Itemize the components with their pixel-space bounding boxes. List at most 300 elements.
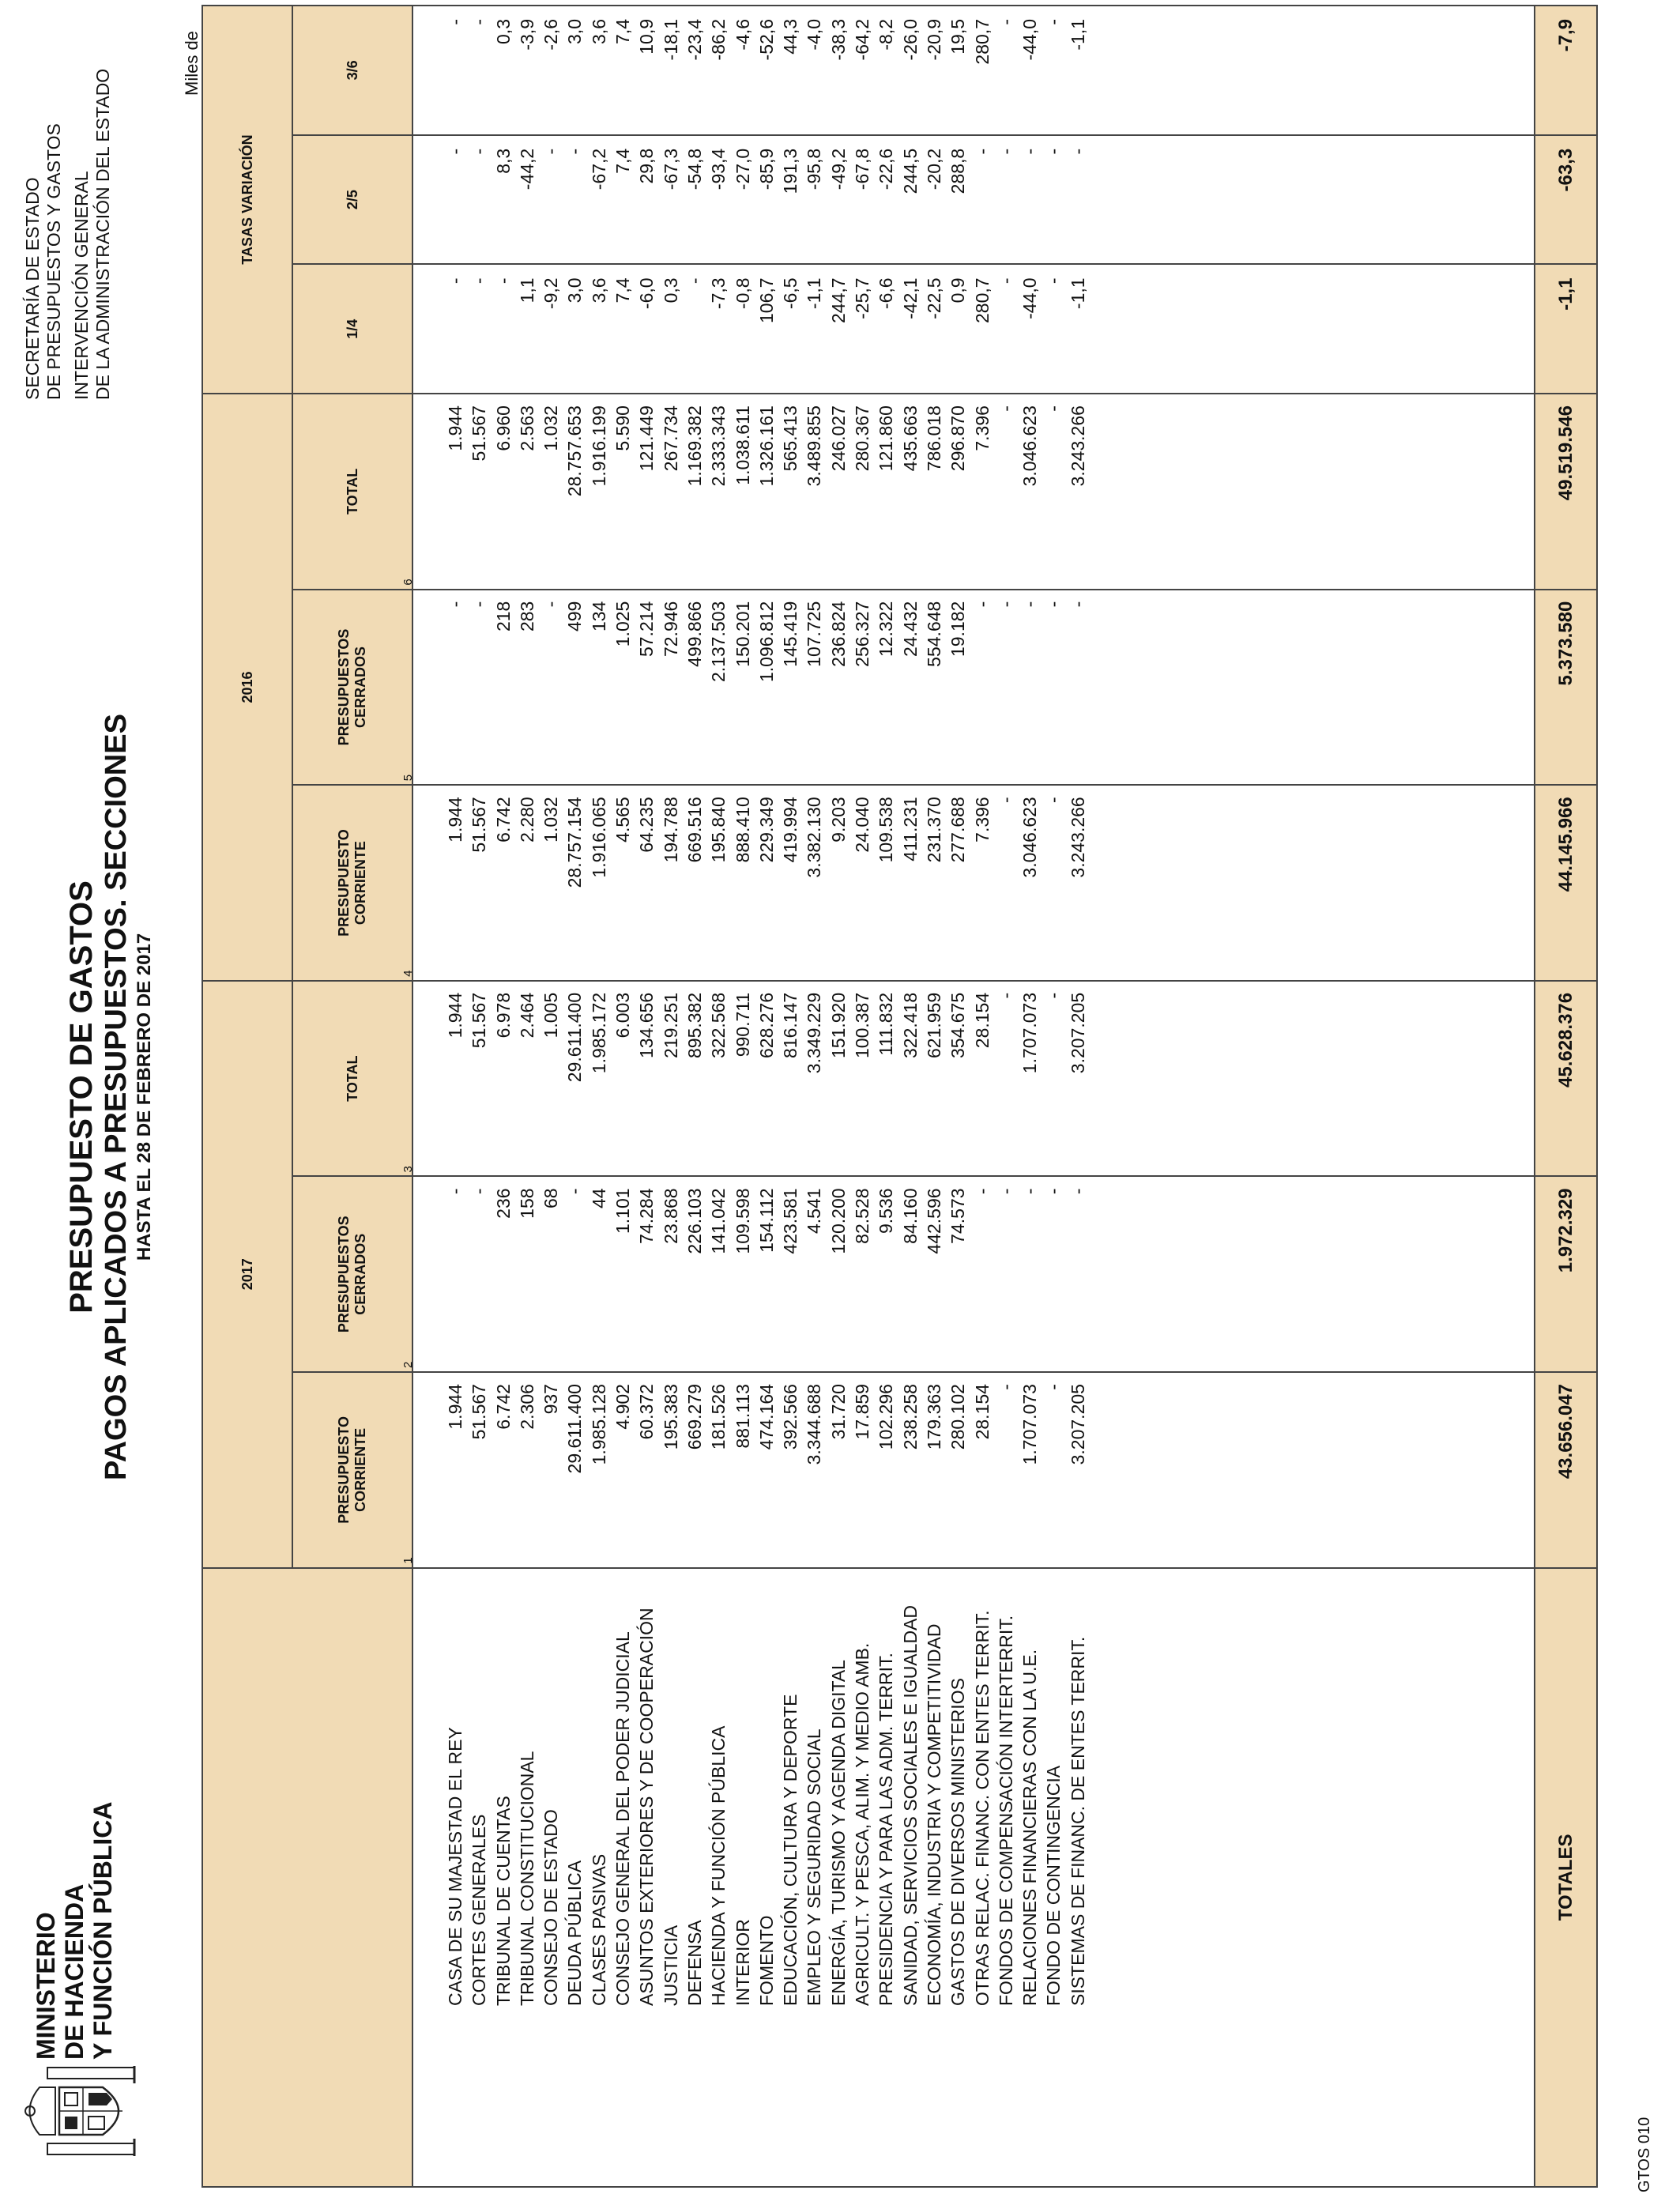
cell-value: 1.038.611 — [732, 405, 753, 485]
cell-value: 267.734 — [660, 405, 681, 472]
cell-value: 24.040 — [852, 797, 873, 853]
total-value: 5.373.580 — [1535, 590, 1597, 786]
secretaria-line: DE LA ADMINISTRACIÓN DEL ESTADO — [92, 68, 113, 400]
cell-rate: -67,8 — [852, 148, 873, 190]
total-value: 1.972.329 — [1535, 1176, 1597, 1372]
cell-value: 411.231 — [899, 797, 921, 861]
cell-value: 1.944 — [445, 405, 465, 451]
cell-value: - — [995, 1188, 1016, 1195]
cell-value: - — [1043, 1384, 1064, 1390]
cell-value: 6.960 — [492, 405, 514, 451]
cell-value: 937 — [541, 1384, 562, 1415]
cell-value: - — [971, 1188, 993, 1195]
cell-rate: -20,2 — [923, 148, 944, 190]
cell-value: 786.018 — [923, 405, 944, 472]
cell-value: 2.280 — [516, 797, 537, 843]
cell-value: 238.258 — [899, 1384, 921, 1450]
cell-value: 17.859 — [852, 1384, 873, 1440]
cell-value: 881.113 — [732, 1384, 753, 1449]
cell-value: 7.396 — [971, 405, 993, 451]
cell-value: 895.382 — [684, 992, 705, 1058]
cell-value: 669.279 — [684, 1384, 705, 1450]
cell-value: 2.333.343 — [708, 405, 729, 487]
cell-rate: 7,4 — [612, 277, 634, 303]
cell-rate: -6,0 — [636, 277, 657, 310]
cell-value: 499 — [564, 601, 586, 632]
cell-value: 3.243.266 — [1067, 797, 1088, 878]
cell-value: 2.306 — [516, 1384, 537, 1430]
cell-value: 236 — [492, 1188, 514, 1219]
cell-value: 28.154 — [971, 1384, 993, 1440]
cell-value: 1.944 — [445, 797, 465, 843]
total-value: 44.145.966 — [1535, 785, 1597, 981]
cell-value: - — [1067, 601, 1088, 608]
cell-rate: -42,1 — [899, 277, 921, 319]
cell-value: 51.567 — [469, 797, 490, 853]
cell-value: 1.169.382 — [684, 405, 705, 487]
total-rate: -63,3 — [1535, 135, 1597, 265]
values-column — [412, 981, 1535, 1177]
cell-value: - — [995, 601, 1016, 608]
col-header-label: TOTAL — [344, 1055, 360, 1102]
cell-value: 229.349 — [755, 797, 777, 863]
secretaria-block — [22, 69, 114, 400]
cell-rate: -25,7 — [852, 277, 873, 319]
cell-value: 1.101 — [612, 1188, 634, 1235]
cell-value: 256.327 — [852, 601, 873, 667]
cell-value: 51.567 — [469, 1384, 490, 1440]
rates-column — [412, 6, 1535, 135]
section-name: AGRICULT. Y PESCA, ALIM. Y MEDIO AMB. — [852, 1642, 873, 2006]
col-index: 2 — [401, 1361, 415, 1369]
cell-rate: - — [1067, 148, 1088, 155]
cell-value: 23.868 — [660, 1188, 681, 1244]
cell-value: 1.005 — [541, 992, 562, 1039]
rates-column — [412, 135, 1535, 265]
cell-value: 1.707.073 — [1019, 1384, 1041, 1465]
cell-rate: -4,0 — [804, 19, 825, 51]
col-index: 6 — [401, 579, 415, 586]
page-title: PRESUPUESTO DE GASTOS — [64, 880, 99, 1314]
cell-rate: 7,4 — [612, 19, 634, 44]
cell-rate: - — [564, 148, 586, 155]
cell-value: 145.419 — [780, 601, 801, 667]
cell-rate: 106,7 — [755, 277, 777, 323]
cell-value: 6.742 — [492, 1384, 514, 1430]
cell-rate: - — [995, 277, 1016, 285]
section-names-column — [412, 1568, 1535, 2187]
cell-value: 57.214 — [636, 601, 657, 658]
cell-value: - — [1043, 1188, 1064, 1195]
cell-value: 246.027 — [827, 405, 849, 472]
cell-value: 1.916.065 — [588, 797, 609, 878]
cell-value: 1.985.128 — [588, 1384, 609, 1465]
cell-rate: 3,0 — [564, 19, 586, 44]
cell-value: 322.568 — [708, 992, 729, 1058]
col-header-label: PRESUPUESTOS CERRADOS — [336, 628, 368, 746]
cell-value: 4.541 — [804, 1188, 825, 1235]
cell-value: 121.860 — [876, 405, 897, 472]
col-header-label: PRESUPUESTO CORRIENTE — [336, 1416, 368, 1524]
cell-value: 60.372 — [636, 1384, 657, 1440]
cell-value: 435.663 — [899, 405, 921, 472]
cell-rate: - — [1043, 19, 1064, 25]
total-value: 43.656.047 — [1535, 1372, 1597, 1568]
cell-value: 219.251 — [660, 992, 681, 1058]
cell-value: 419.994 — [780, 797, 801, 863]
cell-rate: -6,5 — [780, 277, 801, 310]
cell-value: 280.367 — [852, 405, 873, 472]
cell-value: 7.396 — [971, 797, 993, 843]
group-rates-header: TASAS VARIACIÓN — [202, 6, 292, 394]
section-name: CLASES PASIVAS — [588, 1853, 609, 2006]
section-name: TRIBUNAL DE CUENTAS — [492, 1796, 514, 2006]
cell-value: - — [1019, 601, 1041, 608]
cell-value: 669.516 — [684, 797, 705, 863]
cell-value: 1.985.172 — [588, 992, 609, 1074]
cell-rate: -67,2 — [588, 148, 609, 190]
cell-value: 111.832 — [876, 992, 897, 1056]
cell-value: 158 — [516, 1188, 537, 1219]
cell-value: 474.164 — [755, 1384, 777, 1450]
cell-value: 392.566 — [780, 1384, 801, 1450]
cell-value: 107.725 — [804, 601, 825, 667]
cell-value: 888.410 — [732, 797, 753, 863]
ministry-line: DE HACIENDA — [60, 1883, 89, 2060]
cell-rate: -38,3 — [827, 19, 849, 61]
cell-rate: -44,0 — [1019, 19, 1041, 61]
cell-rate: - — [995, 19, 1016, 25]
cell-value: 134.656 — [636, 992, 657, 1058]
cell-rate: -95,8 — [804, 148, 825, 190]
cell-rate: - — [1043, 277, 1064, 285]
footer-code: GTOS 010 — [1636, 2117, 1653, 2192]
cell-value: 499.866 — [684, 601, 705, 667]
cell-value: 6.742 — [492, 797, 514, 843]
cell-rate: -85,9 — [755, 148, 777, 190]
cell-rate: - — [469, 148, 490, 155]
cell-rate: -2,6 — [541, 19, 562, 51]
cell-rate: -52,6 — [755, 19, 777, 61]
secretaria-line: SECRETARÍA DE ESTADO — [22, 177, 43, 400]
cell-rate: -0,8 — [732, 277, 753, 310]
section-name: JUSTICIA — [660, 1924, 681, 2006]
cell-value: 74.573 — [947, 1188, 969, 1244]
cell-rate: 8,3 — [492, 148, 514, 174]
cell-value: 1.032 — [541, 405, 562, 451]
section-name: FONDO DE CONTINGENCIA — [1043, 1765, 1064, 2006]
cell-value: 6.978 — [492, 992, 514, 1039]
cell-value: 442.596 — [923, 1188, 944, 1254]
cell-value: 12.322 — [876, 601, 897, 658]
cell-rate: 3,6 — [588, 277, 609, 303]
cell-rate: 288,8 — [947, 148, 969, 194]
expenditure-table — [202, 5, 1598, 2188]
page-subtitle: PAGOS APLICADOS A PRESUPUESTOS. SECCIONES — [100, 714, 133, 1480]
cell-value: - — [995, 797, 1016, 803]
cell-value: 4.902 — [612, 1384, 634, 1430]
cell-rate: -8,2 — [876, 19, 897, 51]
cell-value: 29.611.400 — [564, 1384, 586, 1474]
cell-value: 1.916.199 — [588, 405, 609, 487]
col-header-label: TOTAL — [344, 468, 360, 515]
cell-rate: -20,9 — [923, 19, 944, 61]
cell-rate: 280,7 — [971, 19, 993, 65]
cell-value: 109.598 — [732, 1188, 753, 1254]
cell-value: - — [469, 1188, 490, 1195]
cell-rate: - — [469, 19, 490, 25]
cell-rate: -3,9 — [516, 19, 537, 51]
section-name: CONSEJO GENERAL DEL PODER JUDICIAL — [612, 1631, 634, 2006]
cell-value: 28.757.653 — [564, 405, 586, 497]
cell-value: 354.675 — [947, 992, 969, 1058]
cell-value: 3.382.130 — [804, 797, 825, 878]
col-index: 1 — [401, 1557, 415, 1564]
cell-value: 3.344.688 — [804, 1384, 825, 1465]
col-index: 5 — [401, 774, 415, 782]
section-name: ENERGÍA, TURISMO Y AGENDA DIGITAL — [827, 1660, 849, 2006]
cell-value: 1.944 — [445, 992, 465, 1039]
section-name: PRESIDENCIA Y PARA LAS ADM. TERRIT. — [876, 1653, 897, 2006]
cell-value: 423.581 — [780, 1188, 801, 1254]
cell-rate: - — [684, 277, 705, 285]
section-name: TRIBUNAL CONSTITUCIONAL — [516, 1751, 537, 2006]
cell-value: 226.103 — [684, 1188, 705, 1254]
cell-value: 6.003 — [612, 992, 634, 1039]
cell-rate: -6,6 — [876, 277, 897, 310]
cell-value: - — [995, 405, 1016, 412]
cell-value: 990.711 — [732, 992, 753, 1057]
secretaria-line: INTERVENCIÓN GENERAL — [71, 171, 92, 400]
cell-rate: -9,2 — [541, 277, 562, 310]
cell-value: 195.840 — [708, 797, 729, 863]
section-name: INTERIOR — [732, 1919, 753, 2006]
cell-value: 3.349.229 — [804, 992, 825, 1074]
cell-rate: -22,6 — [876, 148, 897, 190]
cell-rate: 0,9 — [947, 277, 969, 303]
group-2017-header: 2017 — [202, 981, 292, 1568]
cell-value: 3.046.623 — [1019, 797, 1041, 878]
cell-value: 218 — [492, 601, 514, 632]
cell-rate: - — [995, 148, 1016, 155]
col-header-pres-corriente-2016 — [292, 785, 415, 981]
cell-rate: 0,3 — [492, 19, 514, 44]
cell-value: - — [1067, 1188, 1088, 1195]
section-name: GASTOS DE DIVERSOS MINISTERIOS — [947, 1678, 969, 2006]
cell-value: 2.137.503 — [708, 601, 729, 682]
cell-rate: -18,1 — [660, 19, 681, 61]
cell-rate: 3,0 — [564, 277, 586, 303]
col-index: 4 — [401, 970, 415, 977]
ministry-line: MINISTERIO — [32, 1912, 60, 2060]
cell-rate: 1,1 — [516, 277, 537, 303]
cell-value: 74.284 — [636, 1188, 657, 1244]
section-name: CORTES GENERALES — [469, 1814, 490, 2006]
cell-rate: 3,6 — [588, 19, 609, 44]
cell-value: 102.296 — [876, 1384, 897, 1450]
values-column — [412, 590, 1535, 786]
cell-rate: - — [1019, 148, 1041, 155]
col-header-rate-2-5: 2/5 — [292, 135, 412, 265]
cell-value: 3.489.855 — [804, 405, 825, 487]
total-value: 49.519.546 — [1535, 394, 1597, 590]
col-header-total-2016 — [292, 394, 415, 590]
section-name: OTRAS RELAC. FINANC. CON ENTES TERRIT. — [971, 1610, 993, 2006]
cell-value: - — [564, 1188, 586, 1195]
cell-value: 3.046.623 — [1019, 405, 1041, 487]
section-name: SANIDAD, SERVICIOS SOCIALES E IGUALDAD — [899, 1605, 921, 2006]
section-name: SISTEMAS DE FINANC. DE ENTES TERRIT. — [1067, 1636, 1088, 2006]
cell-value: 24.432 — [899, 601, 921, 658]
section-name: ECONOMÍA, INDUSTRIA Y COMPETITIVIDAD — [923, 1623, 944, 2006]
cell-value: 277.688 — [947, 797, 969, 863]
cell-value: 554.648 — [923, 601, 944, 667]
cell-value: - — [971, 601, 993, 608]
cell-rate: -67,3 — [660, 148, 681, 190]
cell-rate: 19,5 — [947, 19, 969, 55]
cell-value: - — [995, 992, 1016, 999]
cell-value: 29.611.400 — [564, 992, 586, 1083]
col-header-label: PRESUPUESTOS CERRADOS — [336, 1216, 368, 1333]
cell-value: - — [1019, 1188, 1041, 1195]
cell-rate: - — [469, 277, 490, 285]
cell-rate: - — [445, 277, 465, 285]
cell-rate: 191,3 — [780, 148, 801, 194]
cell-value: 31.720 — [827, 1384, 849, 1440]
cell-rate: - — [492, 277, 514, 285]
cell-value: 181.526 — [708, 1384, 729, 1450]
values-column — [412, 1372, 1535, 1568]
cell-value: 231.370 — [923, 797, 944, 863]
page-date: HASTA EL 28 DE FEBRERO DE 2017 — [134, 933, 155, 1261]
cell-value: 82.528 — [852, 1188, 873, 1244]
cell-value: 19.182 — [947, 601, 969, 658]
cell-value: 283 — [516, 601, 537, 632]
col-header-rate-1-4: 1/4 — [292, 264, 412, 394]
cell-value: 151.920 — [827, 992, 849, 1058]
values-column — [412, 785, 1535, 981]
cell-value: 9.203 — [827, 797, 849, 843]
col-header-rate-3-6: 3/6 — [292, 6, 412, 135]
cell-rate: -54,8 — [684, 148, 705, 190]
col-header-pres-cerrados-2016 — [292, 590, 415, 786]
cell-value: 179.363 — [923, 1384, 944, 1450]
cell-value: 194.788 — [660, 797, 681, 863]
cell-rate: - — [541, 148, 562, 155]
cell-value: 1.326.161 — [755, 405, 777, 487]
cell-rate: -44,0 — [1019, 277, 1041, 319]
values-column — [412, 1176, 1535, 1372]
col-index: 3 — [401, 1166, 415, 1173]
group-2016-header: 2016 — [202, 394, 292, 981]
cell-value: 84.160 — [899, 1188, 921, 1244]
cell-rate: 7,4 — [612, 148, 634, 174]
cell-value: 154.112 — [755, 1188, 777, 1253]
cell-value: 64.235 — [636, 797, 657, 853]
cell-value: 44 — [588, 1188, 609, 1209]
cell-value: 565.413 — [780, 405, 801, 472]
cell-value: 100.387 — [852, 992, 873, 1058]
cell-value: 9.536 — [876, 1188, 897, 1235]
cell-value: 628.276 — [755, 992, 777, 1058]
cell-value: 134 — [588, 601, 609, 632]
cell-rate: -86,2 — [708, 19, 729, 61]
cell-rate: -1,1 — [804, 277, 825, 310]
cell-value: 621.959 — [923, 992, 944, 1058]
cell-value: 3.243.266 — [1067, 405, 1088, 487]
cell-value: - — [1043, 405, 1064, 412]
cell-value: - — [445, 1188, 465, 1195]
cell-value: 4.565 — [612, 797, 634, 843]
ministry-line: Y FUNCIÓN PÚBLICA — [89, 1801, 117, 2060]
section-name: CASA DE SU MAJESTAD EL REY — [445, 1727, 465, 2006]
rates-column — [412, 264, 1535, 394]
section-name: RELACIONES FINANCIERAS CON LA U.E. — [1019, 1649, 1041, 2006]
cell-value: 236.824 — [827, 601, 849, 667]
secretaria-line: DE PRESUPUESTOS Y GASTOS — [43, 123, 64, 400]
col-header-label: PRESUPUESTO CORRIENTE — [336, 829, 368, 937]
cell-rate: -1,1 — [1067, 277, 1088, 310]
cell-value: 1.944 — [445, 1384, 465, 1430]
cell-value: - — [1043, 601, 1064, 608]
total-rate: -1,1 — [1535, 264, 1597, 394]
cell-rate: 244,5 — [899, 148, 921, 194]
cell-rate: -49,2 — [827, 148, 849, 190]
total-rate: -7,9 — [1535, 6, 1597, 135]
cell-rate: 10,9 — [636, 19, 657, 55]
cell-rate: -26,0 — [899, 19, 921, 61]
cell-value: - — [995, 1384, 1016, 1390]
cell-rate: 29,8 — [636, 148, 657, 184]
cell-rate: 280,7 — [971, 277, 993, 323]
cell-rate: -93,4 — [708, 148, 729, 190]
cell-value: - — [1043, 797, 1064, 803]
section-name: ASUNTOS EXTERIORES Y DE COOPERACIÓN — [636, 1608, 657, 2006]
cell-value: - — [445, 601, 465, 608]
section-name: DEUDA PÚBLICA — [564, 1860, 586, 2006]
cell-rate: -27,0 — [732, 148, 753, 190]
col-header-pres-corriente-2017 — [292, 1372, 415, 1568]
section-name: DEFENSA — [684, 1920, 705, 2006]
cell-rate: -4,6 — [732, 19, 753, 51]
cell-value: 296.870 — [947, 405, 969, 472]
cell-value: 1.032 — [541, 797, 562, 843]
cell-value: - — [469, 601, 490, 608]
section-name: EDUCACIÓN, CULTURA Y DEPORTE — [780, 1694, 801, 2006]
cell-rate: -64,2 — [852, 19, 873, 61]
section-name: FOMENTO — [755, 1915, 777, 2006]
cell-value: 3.207.205 — [1067, 992, 1088, 1074]
cell-value: 120.200 — [827, 1188, 849, 1254]
cell-rate: - — [445, 148, 465, 155]
cell-value: 121.449 — [636, 405, 657, 472]
cell-value: 1.025 — [612, 601, 634, 647]
cell-value: 816.147 — [780, 992, 801, 1058]
cell-value: 28.154 — [971, 992, 993, 1049]
totals-label: TOTALES — [1535, 1568, 1597, 2187]
cell-value: 195.383 — [660, 1384, 681, 1450]
cell-value: 1.707.073 — [1019, 992, 1041, 1074]
cell-rate: -44,2 — [516, 148, 537, 190]
cell-value: 72.946 — [660, 601, 681, 658]
cell-rate: -22,5 — [923, 277, 944, 319]
cell-rate: -23,4 — [684, 19, 705, 61]
cell-rate: -1,1 — [1067, 19, 1088, 51]
col-header-pres-cerrados-2017 — [292, 1176, 415, 1372]
values-column — [412, 394, 1535, 590]
section-name: FONDOS DE COMPENSACIÓN INTERTERRIT. — [995, 1615, 1016, 2006]
cell-rate: - — [445, 19, 465, 25]
